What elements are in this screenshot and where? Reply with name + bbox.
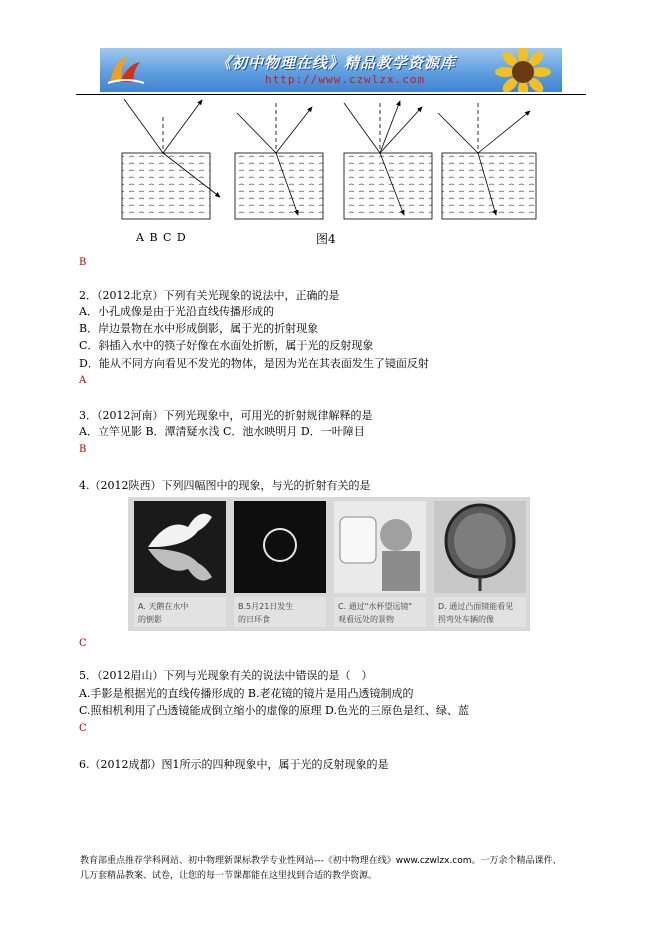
header-rule bbox=[76, 94, 586, 95]
banner-url: http://www.czwlzx.com bbox=[265, 73, 426, 86]
q1-answer: B bbox=[79, 257, 87, 268]
diagram-d bbox=[438, 103, 536, 219]
q4-caption-d-line1: D. 通过凸面镜能看见 bbox=[438, 602, 514, 611]
q4-caption-a-line1: A. 天鹅在水中 bbox=[138, 602, 189, 611]
q4-stem: 4.（2012陕西）下列四幅图中的现象，与光的折射有关的是 bbox=[79, 479, 371, 492]
q6-stem: 6.（2012成都）图1所示的四种现象中，属于光的反射现象的是 bbox=[79, 758, 389, 771]
q4-caption-b-line1: B.5月21日发生 bbox=[238, 602, 294, 611]
q4-caption-d-line2: 拐弯处车辆的像 bbox=[438, 615, 494, 624]
footer-line-1: 教育部重点推荐学科网站、初中物理新课标教学专业性网站---《初中物理在线》www.czwlzx.com。一万余个精品课件、 bbox=[80, 856, 562, 866]
q2-option-c: C．斜插入水中的筷子好像在水面处折断，属于光的反射现象 bbox=[79, 339, 374, 352]
q3-stem: 3．（2012河南）下列光现象中，可用光的折射规律解释的是 bbox=[79, 409, 373, 422]
q4-photo-a bbox=[134, 501, 226, 593]
q2-option-b: B．岸边景物在水中形成倒影，属于光的折射现象 bbox=[79, 322, 319, 335]
q4-photo-c bbox=[334, 501, 426, 593]
q2-stem: 2．（2012北京）下列有关光现象的说法中，正确的是 bbox=[79, 289, 340, 302]
site-logo-icon bbox=[106, 52, 146, 88]
sunflower-icon bbox=[488, 48, 558, 92]
banner-title: 《初中物理在线》精品教学资源库 bbox=[216, 54, 457, 72]
q4-answer: C bbox=[79, 638, 87, 649]
page-footer bbox=[80, 854, 600, 884]
q4-caption-c-line1: C. 通过"水杯望远镜" bbox=[338, 602, 413, 611]
q3-answer: B bbox=[79, 444, 87, 455]
diagram-a bbox=[122, 99, 220, 219]
q5-answer: C bbox=[79, 723, 87, 734]
q3-options: A．立竿见影 B．潭清疑水浅 C．池水映明月 D．一叶障目 bbox=[79, 425, 365, 438]
q4-caption-c-line2: 观看远处的景物 bbox=[338, 615, 394, 624]
q4-photo-d bbox=[434, 501, 526, 593]
q4-photo-strip bbox=[128, 497, 530, 631]
q2-option-a: A．小孔成像是由于光沿直线传播形成的 bbox=[79, 305, 274, 318]
q4-caption-b-line2: 的日环食 bbox=[238, 615, 270, 624]
q2-answer: A bbox=[79, 375, 87, 386]
q4-caption-a-line2: 的倒影 bbox=[138, 615, 162, 624]
q5-options-line2: C.照相机利用了凸透镜能成倒立缩小的虚像的原理 D.色光的三原色是红、绿、蓝 bbox=[79, 704, 469, 717]
diagram-c bbox=[344, 101, 432, 219]
figure-4-option-labels: A B C D bbox=[136, 231, 187, 244]
q4-photo-b bbox=[234, 501, 326, 593]
q5-options-line1: A.手影是根据光的直线传播形成的 B.老花镜的镜片是用凸透镜制成的 bbox=[79, 687, 414, 700]
footer-line-2: 几万套精品教案、试卷，让您的每一节课都能在这里找到合适的教学资源。 bbox=[80, 871, 378, 881]
figure-4-caption: 图4 bbox=[316, 232, 336, 246]
q2-option-d: D．能从不同方向看见不发光的物体，是因为光在其表面发生了镜面反射 bbox=[79, 357, 429, 370]
diagram-b bbox=[235, 103, 323, 219]
q5-stem: 5．（2012眉山）下列与光现象有关的说法中错误的是（ ） bbox=[79, 669, 373, 682]
header-banner bbox=[100, 48, 562, 92]
figure-4-refraction-diagrams bbox=[118, 97, 558, 227]
